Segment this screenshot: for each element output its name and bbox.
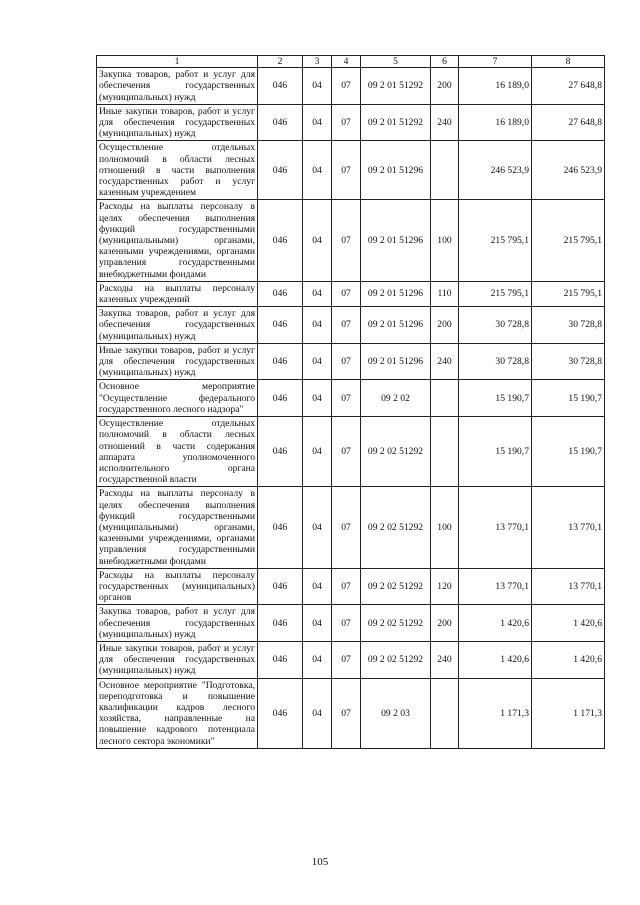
ministry-code: 046 [258, 605, 303, 642]
table-row [97, 605, 605, 642]
ministry-code: 046 [258, 68, 303, 105]
subsection-code: 07 [332, 605, 361, 642]
ministry-code: 046 [258, 417, 303, 487]
subsection-code: 07 [332, 281, 361, 306]
section-code: 04 [303, 417, 332, 487]
subsection-code: 07 [332, 568, 361, 605]
amount-year-1: 13 770,1 [459, 487, 532, 568]
row-name: Осуществление отдельных полномочий в области лесных отношений в части выполнения государственных работ и услуг казенным учреждением [97, 141, 258, 200]
section-code: 04 [303, 200, 332, 281]
row-name: Основное мероприятие "Осуществление федерального государственного лесного надзора" [97, 380, 258, 417]
target-item-code: 09 2 01 51296 [361, 281, 431, 306]
target-item-code: 09 2 02 51292 [361, 641, 431, 678]
amount-year-1: 215 795,1 [459, 281, 532, 306]
row-name: Закупка товаров, работ и услуг для обеспечения государственных (муниципальных) нужд [97, 605, 258, 642]
amount-year-2: 246 523,9 [532, 141, 605, 200]
subsection-code: 07 [332, 417, 361, 487]
ministry-code: 046 [258, 568, 303, 605]
target-item-code: 09 2 02 [361, 380, 431, 417]
amount-year-1: 1 420,6 [459, 605, 532, 642]
subsection-code: 07 [332, 200, 361, 281]
row-name: Расходы на выплаты персоналу в целях обеспечения выполнения функций государственными (муниципальными) органами, казенными учреждениями, органами управления государственными внебюджетными фондами [97, 200, 258, 281]
target-item-code: 09 2 02 51292 [361, 487, 431, 568]
subsection-code: 07 [332, 343, 361, 380]
target-item-code: 09 2 01 51296 [361, 200, 431, 281]
page-number: 105 [311, 856, 329, 868]
budget-table-container [96, 55, 604, 749]
target-item-code: 09 2 01 51296 [361, 343, 431, 380]
budget-table [96, 55, 605, 749]
column-number: 7 [459, 56, 532, 68]
column-number: 1 [97, 56, 258, 68]
table-row [97, 200, 605, 281]
expense-type-code: 240 [431, 343, 459, 380]
column-number: 8 [532, 56, 605, 68]
subsection-code: 07 [332, 307, 361, 344]
amount-year-2: 27 648,8 [532, 68, 605, 105]
subsection-code: 07 [332, 678, 361, 748]
row-name: Иные закупки товаров, работ и услуг для обеспечения государственных (муниципальных) нужд [97, 343, 258, 380]
amount-year-1: 13 770,1 [459, 568, 532, 605]
row-name: Расходы на выплаты персоналу казенных учреждений [97, 281, 258, 306]
column-number: 6 [431, 56, 459, 68]
section-code: 04 [303, 568, 332, 605]
table-row [97, 568, 605, 605]
row-name: Основное мероприятие "Подготовка, переподготовка и повышение квалификации кадров лесного хозяйства, направленные на повышение кадрового потенциала лесного сектора экономики" [97, 678, 258, 748]
table-row [97, 678, 605, 748]
ministry-code: 046 [258, 487, 303, 568]
expense-type-code: 240 [431, 641, 459, 678]
table-row [97, 307, 605, 344]
amount-year-2: 27 648,8 [532, 104, 605, 141]
expense-type-code: 200 [431, 307, 459, 344]
table-row [97, 380, 605, 417]
row-name: Иные закупки товаров, работ и услуг для обеспечения государственных (муниципальных) нужд [97, 104, 258, 141]
section-code: 04 [303, 343, 332, 380]
row-name: Расходы на выплаты персоналу в целях обеспечения выполнения функций государственными (муниципальными) органами, казенными учреждениями, органами управления государственными внебюджетными фондами [97, 487, 258, 568]
amount-year-2: 15 190,7 [532, 380, 605, 417]
expense-type-code: 100 [431, 487, 459, 568]
amount-year-1: 246 523,9 [459, 141, 532, 200]
expense-type-code: 200 [431, 68, 459, 105]
column-number: 5 [361, 56, 431, 68]
section-code: 04 [303, 678, 332, 748]
amount-year-1: 15 190,7 [459, 417, 532, 487]
expense-type-code [431, 141, 459, 200]
target-item-code: 09 2 01 51292 [361, 68, 431, 105]
amount-year-1: 1 420,6 [459, 641, 532, 678]
section-code: 04 [303, 141, 332, 200]
ministry-code: 046 [258, 678, 303, 748]
expense-type-code: 120 [431, 568, 459, 605]
section-code: 04 [303, 104, 332, 141]
target-item-code: 09 2 01 51292 [361, 104, 431, 141]
subsection-code: 07 [332, 141, 361, 200]
section-code: 04 [303, 641, 332, 678]
amount-year-2: 30 728,8 [532, 307, 605, 344]
section-code: 04 [303, 281, 332, 306]
ministry-code: 046 [258, 104, 303, 141]
section-code: 04 [303, 68, 332, 105]
table-row [97, 343, 605, 380]
amount-year-1: 16 189,0 [459, 68, 532, 105]
target-item-code: 09 2 02 51292 [361, 417, 431, 487]
section-code: 04 [303, 380, 332, 417]
amount-year-2: 1 171,3 [532, 678, 605, 748]
table-row [97, 68, 605, 105]
ministry-code: 046 [258, 281, 303, 306]
row-name: Закупка товаров, работ и услуг для обеспечения государственных (муниципальных) нужд [97, 307, 258, 344]
column-number: 2 [258, 56, 303, 68]
amount-year-2: 13 770,1 [532, 568, 605, 605]
expense-type-code: 110 [431, 281, 459, 306]
amount-year-1: 30 728,8 [459, 343, 532, 380]
ministry-code: 046 [258, 641, 303, 678]
row-name: Расходы на выплаты персоналу государственных (муниципальных) органов [97, 568, 258, 605]
amount-year-1: 15 190,7 [459, 380, 532, 417]
column-number: 4 [332, 56, 361, 68]
target-item-code: 09 2 01 51296 [361, 307, 431, 344]
row-name: Иные закупки товаров, работ и услуг для обеспечения государственных (муниципальных) нужд [97, 641, 258, 678]
amount-year-1: 215 795,1 [459, 200, 532, 281]
expense-type-code [431, 380, 459, 417]
subsection-code: 07 [332, 487, 361, 568]
table-row [97, 141, 605, 200]
ministry-code: 046 [258, 200, 303, 281]
amount-year-2: 1 420,6 [532, 641, 605, 678]
expense-type-code: 240 [431, 104, 459, 141]
amount-year-2: 1 420,6 [532, 605, 605, 642]
amount-year-1: 16 189,0 [459, 104, 532, 141]
expense-type-code [431, 417, 459, 487]
table-row [97, 417, 605, 487]
subsection-code: 07 [332, 68, 361, 105]
target-item-code: 09 2 01 51296 [361, 141, 431, 200]
amount-year-1: 1 171,3 [459, 678, 532, 748]
section-code: 04 [303, 307, 332, 344]
subsection-code: 07 [332, 380, 361, 417]
target-item-code: 09 2 02 51292 [361, 568, 431, 605]
ministry-code: 046 [258, 307, 303, 344]
section-code: 04 [303, 487, 332, 568]
ministry-code: 046 [258, 141, 303, 200]
row-name: Осуществление отдельных полномочий в области лесных отношений в части содержания аппарата уполномоченного исполнительного органа государственной власти [97, 417, 258, 487]
column-number: 3 [303, 56, 332, 68]
ministry-code: 046 [258, 380, 303, 417]
target-item-code: 09 2 02 51292 [361, 605, 431, 642]
amount-year-2: 215 795,1 [532, 200, 605, 281]
amount-year-2: 15 190,7 [532, 417, 605, 487]
amount-year-1: 30 728,8 [459, 307, 532, 344]
ministry-code: 046 [258, 343, 303, 380]
table-row [97, 641, 605, 678]
amount-year-2: 215 795,1 [532, 281, 605, 306]
amount-year-2: 13 770,1 [532, 487, 605, 568]
table-row [97, 281, 605, 306]
table-row [97, 487, 605, 568]
column-number-row [97, 56, 605, 68]
expense-type-code: 100 [431, 200, 459, 281]
table-row [97, 104, 605, 141]
subsection-code: 07 [332, 641, 361, 678]
section-code: 04 [303, 605, 332, 642]
row-name: Закупка товаров, работ и услуг для обеспечения государственных (муниципальных) нужд [97, 68, 258, 105]
target-item-code: 09 2 03 [361, 678, 431, 748]
expense-type-code [431, 678, 459, 748]
amount-year-2: 30 728,8 [532, 343, 605, 380]
expense-type-code: 200 [431, 605, 459, 642]
subsection-code: 07 [332, 104, 361, 141]
